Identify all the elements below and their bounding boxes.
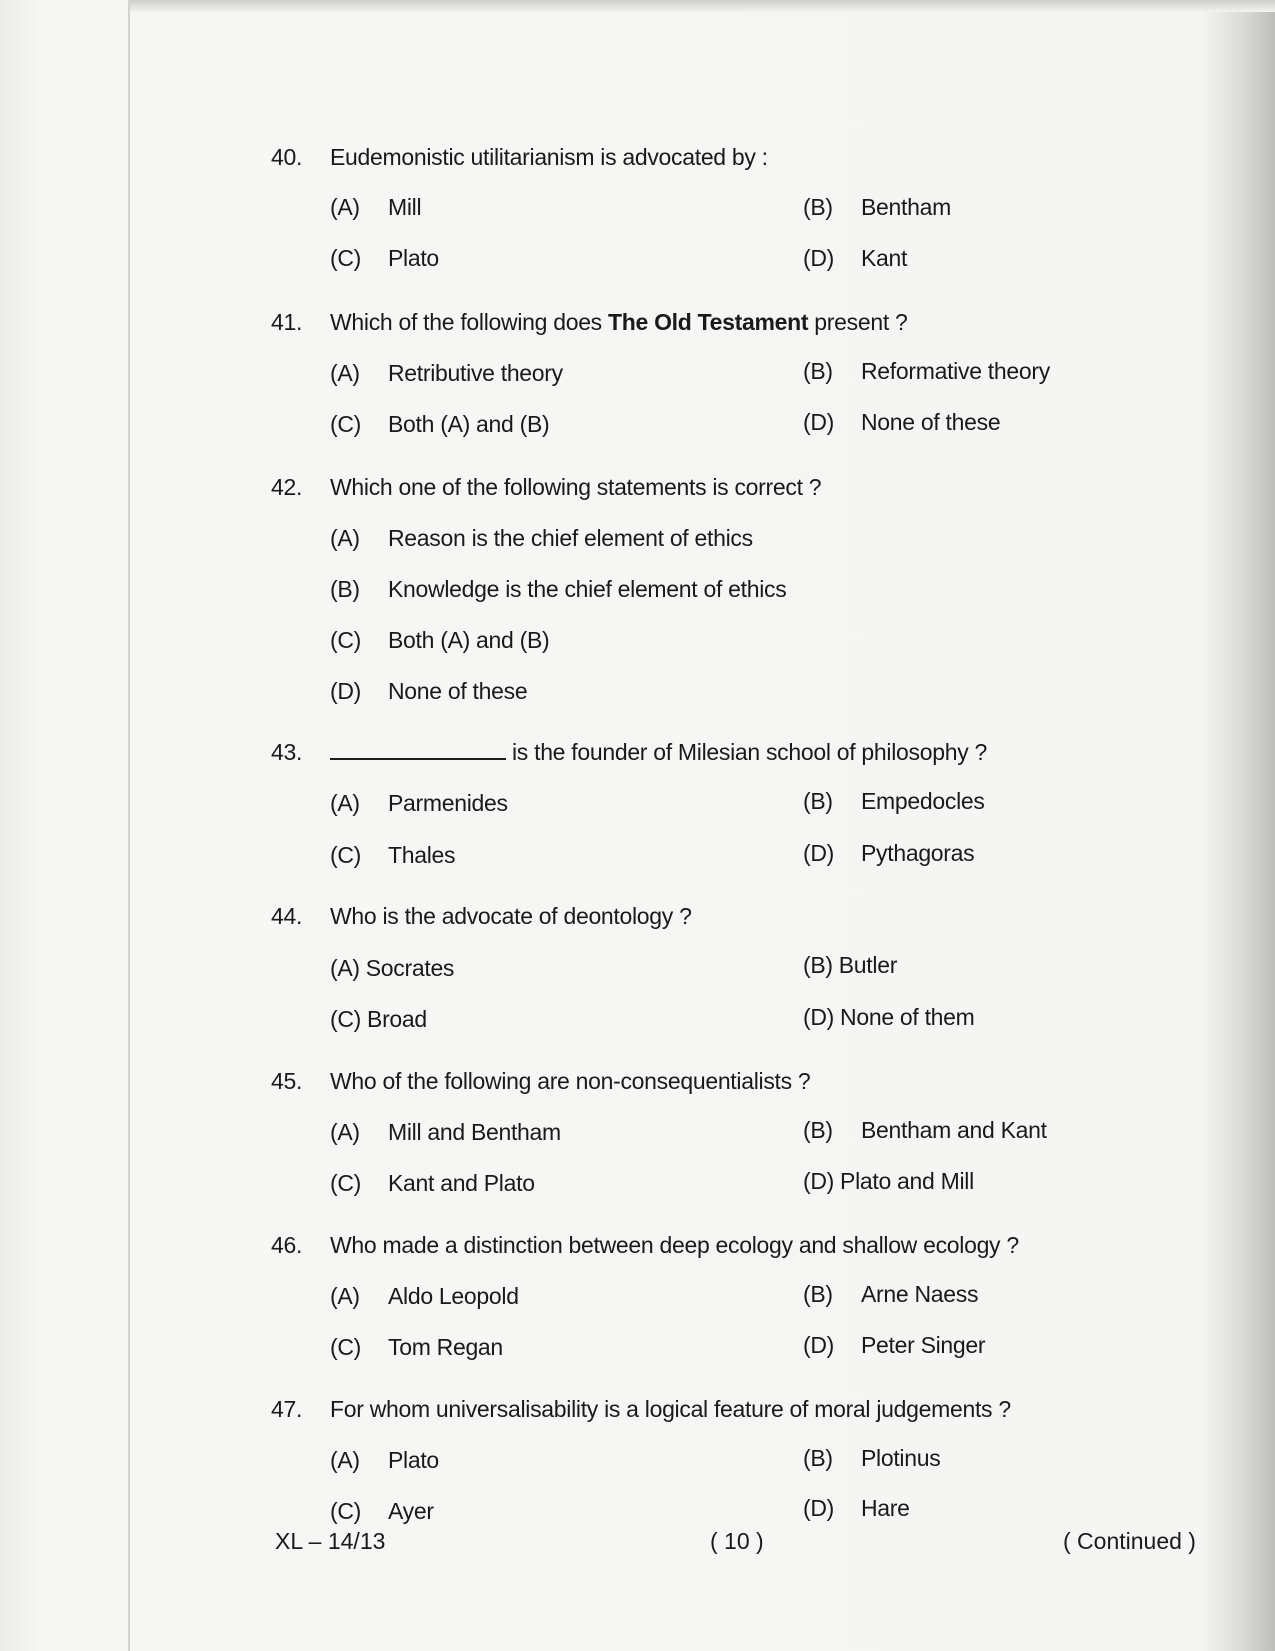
option-d: (D) Hare — [803, 1495, 910, 1521]
option-d: (D) None of these — [803, 409, 1001, 435]
option-b: (B) Empedocles — [803, 788, 985, 814]
option-a: (A) Mill and Bentham — [330, 1119, 561, 1145]
question-text: Which of the following does The Old Testament present ? — [330, 309, 908, 335]
option-c: (C) Both (A) and (B) — [330, 627, 550, 653]
option-b: (B) Bentham and Kant — [803, 1117, 1047, 1143]
question-45 — [0, 1068, 1275, 1108]
option-c: (C) Tom Regan — [330, 1334, 503, 1360]
option-d: (D) Pythagoras — [803, 840, 975, 866]
option-d: (D) Peter Singer — [803, 1332, 986, 1358]
question-text: is the founder of Milesian school of philosophy ? — [330, 739, 987, 766]
question-number: 43. — [271, 739, 303, 765]
question-42 — [0, 474, 1275, 514]
question-number: 41. — [271, 309, 303, 335]
option-c: (C) Both (A) and (B) — [330, 411, 550, 437]
option-b: (B) Knowledge is the chief element of ethics — [330, 576, 787, 602]
question-text: For whom universalisability is a logical feature of moral judgements ? — [330, 1396, 1011, 1422]
page-top-edge — [128, 0, 1275, 12]
option-c: (C) Broad — [330, 1006, 427, 1032]
option-a: (A) Plato — [330, 1447, 439, 1473]
option-c: (C) Ayer — [330, 1498, 434, 1524]
question-text: Eudemonistic utilitarianism is advocated by : — [330, 144, 768, 170]
continued-label: ( Continued ) — [1063, 1528, 1196, 1554]
option-d: (D) Kant — [803, 245, 908, 271]
option-a: (A) Parmenides — [330, 790, 508, 816]
question-40 — [0, 144, 1275, 184]
option-a: (A) Retributive theory — [330, 360, 563, 386]
option-d: (D) Plato and Mill — [803, 1168, 974, 1194]
question-47 — [0, 1396, 1275, 1436]
option-b: (B) Reformative theory — [803, 358, 1050, 384]
option-a: (A) Socrates — [330, 955, 455, 981]
exam-code: XL – 14/13 — [275, 1528, 386, 1554]
option-a: (A) Reason is the chief element of ethics — [330, 525, 753, 551]
bold-title: The Old Testament — [607, 309, 809, 335]
answer-blank — [330, 744, 506, 760]
question-text: Who made a distinction between deep ecology and shallow ecology ? — [330, 1232, 1019, 1258]
question-text: Who of the following are non-consequentialists ? — [330, 1068, 811, 1094]
question-46 — [0, 1232, 1275, 1272]
question-44 — [0, 903, 1275, 943]
option-c: (C) Plato — [330, 245, 439, 271]
question-41 — [0, 309, 1275, 349]
option-b: (B) Bentham — [803, 194, 951, 220]
question-number: 46. — [271, 1232, 303, 1258]
question-number: 47. — [271, 1396, 303, 1422]
option-c: (C) Thales — [330, 842, 456, 868]
option-b: (B) Butler — [803, 952, 898, 978]
question-text: Which one of the following statements is correct ? — [330, 474, 822, 500]
option-b: (B) Arne Naess — [803, 1281, 979, 1307]
question-number: 40. — [271, 144, 303, 170]
option-a: (A) Mill — [330, 194, 422, 220]
option-d: (D) None of them — [803, 1004, 975, 1030]
question-number: 44. — [271, 903, 303, 929]
question-text: Who is the advocate of deontology ? — [330, 903, 692, 929]
question-43 — [0, 739, 1275, 779]
option-c: (C) Kant and Plato — [330, 1170, 535, 1196]
option-d: (D) None of these — [330, 678, 528, 704]
question-number: 45. — [271, 1068, 303, 1094]
question-number: 42. — [271, 474, 303, 500]
option-b: (B) Plotinus — [803, 1445, 941, 1471]
page-number: ( 10 ) — [710, 1528, 764, 1554]
option-a: (A) Aldo Leopold — [330, 1283, 519, 1309]
